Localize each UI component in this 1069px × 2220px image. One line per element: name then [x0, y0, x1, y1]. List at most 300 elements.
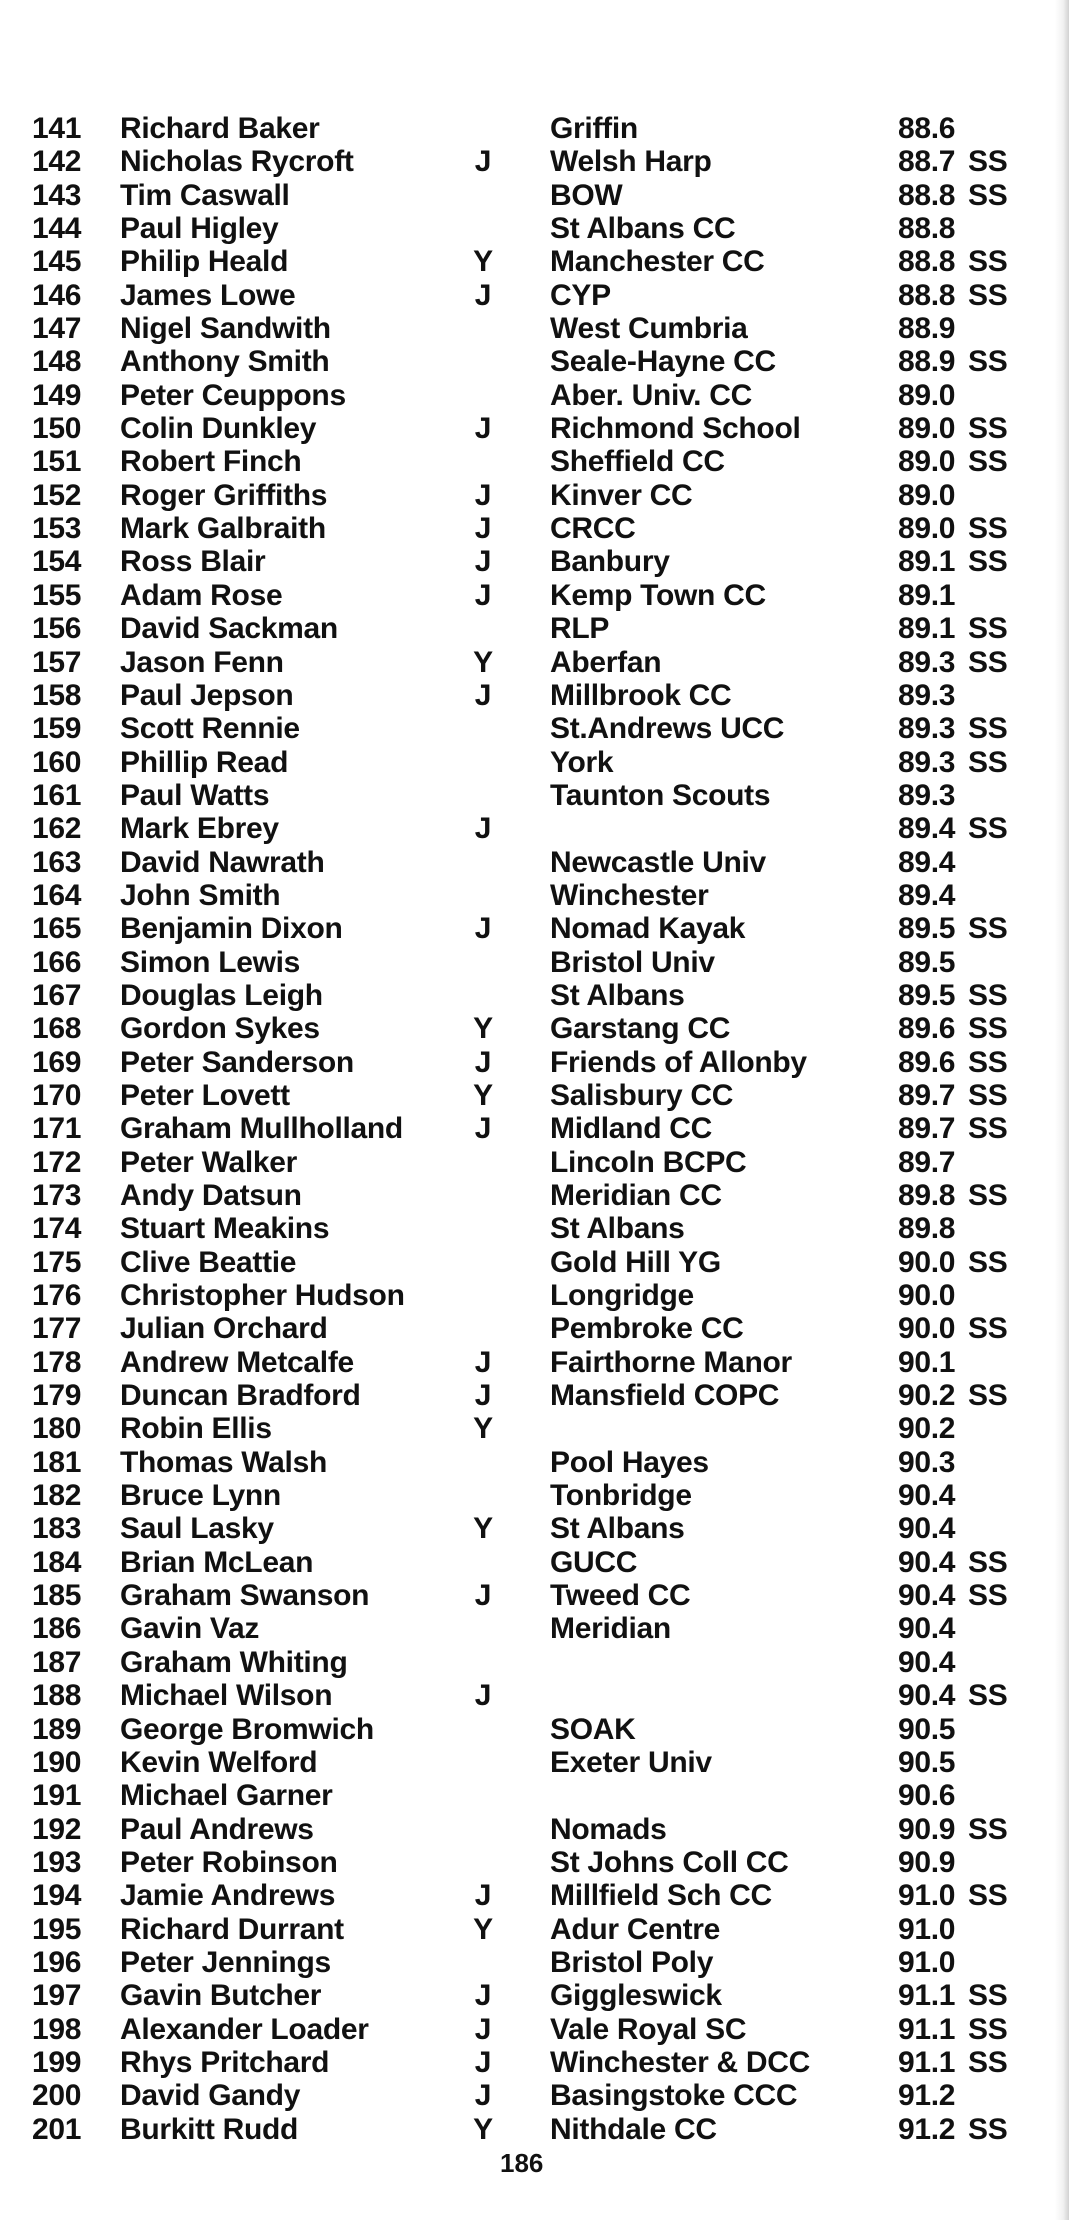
result-row [0, 746, 1069, 779]
club-name: Kinver CC [550, 478, 693, 512]
position-number: 200 [32, 2079, 82, 2113]
competitor-name: Peter Walker [120, 1145, 298, 1179]
result-time: 90.9 [898, 1812, 956, 1846]
age-category: J [474, 2079, 492, 2113]
result-row [0, 1813, 1069, 1846]
result-row [0, 679, 1069, 712]
ss-flag: SS [968, 1812, 1008, 1846]
result-time: 89.3 [898, 712, 956, 746]
club-name: St Johns Coll CC [550, 1845, 789, 1879]
competitor-name: Anthony Smith [120, 345, 330, 379]
club-name: Taunton Scouts [550, 778, 771, 812]
position-number: 167 [32, 978, 82, 1012]
result-time: 89.7 [898, 1145, 956, 1179]
position-number: 197 [32, 1979, 82, 2013]
result-time: 90.0 [898, 1245, 956, 1279]
result-row [0, 912, 1069, 945]
ss-flag: SS [968, 812, 1008, 846]
competitor-name: Phillip Read [120, 745, 289, 779]
age-category: J [474, 145, 492, 179]
result-row [0, 545, 1069, 578]
result-row [0, 1446, 1069, 1479]
club-name: Nithdale CC [550, 2112, 717, 2146]
result-row [0, 946, 1069, 979]
club-name: CYP [550, 278, 611, 312]
position-number: 146 [32, 278, 82, 312]
position-number: 181 [32, 1445, 82, 1479]
position-number: 196 [32, 1945, 82, 1979]
position-number: 191 [32, 1779, 82, 1813]
age-category: J [474, 1345, 492, 1379]
result-time: 90.4 [898, 1479, 956, 1513]
competitor-name: Simon Lewis [120, 945, 301, 979]
club-name: Friends of Allonby [550, 1045, 807, 1079]
position-number: 171 [32, 1112, 82, 1146]
club-name: Sheffield CC [550, 445, 725, 479]
club-name: Vale Royal SC [550, 2012, 747, 2046]
club-name: St Albans [550, 1512, 685, 1546]
club-name: Pembroke CC [550, 1312, 744, 1346]
club-name: York [550, 745, 614, 779]
position-number: 188 [32, 1679, 82, 1713]
result-row [0, 1246, 1069, 1279]
position-number: 189 [32, 1712, 82, 1746]
club-name: Garstang CC [550, 1012, 731, 1046]
competitor-name: David Sackman [120, 612, 338, 646]
position-number: 153 [32, 512, 82, 546]
competitor-name: Peter Lovett [120, 1078, 290, 1112]
club-name: Newcastle Univ [550, 845, 766, 879]
result-row [0, 612, 1069, 645]
age-category: Y [473, 645, 493, 679]
result-row [0, 1479, 1069, 1512]
result-row [0, 1979, 1069, 2012]
result-time: 90.4 [898, 1679, 956, 1713]
ss-flag: SS [968, 1245, 1008, 1279]
result-row [0, 379, 1069, 412]
competitor-name: Benjamin Dixon [120, 912, 343, 946]
age-category: J [474, 812, 492, 846]
position-number: 175 [32, 1245, 82, 1279]
club-name: Tonbridge [550, 1479, 692, 1513]
result-row [0, 245, 1069, 278]
result-time: 90.4 [898, 1545, 956, 1579]
club-name: Longridge [550, 1279, 694, 1313]
result-time: 90.6 [898, 1779, 956, 1813]
position-number: 180 [32, 1412, 82, 1446]
result-time: 90.3 [898, 1445, 956, 1479]
club-name: Gold Hill YG [550, 1245, 721, 1279]
result-row [0, 1212, 1069, 1245]
result-time: 89.5 [898, 945, 956, 979]
club-name: Lincoln BCPC [550, 1145, 747, 1179]
result-time: 88.8 [898, 212, 956, 246]
position-number: 198 [32, 2012, 82, 2046]
competitor-name: Douglas Leigh [120, 978, 323, 1012]
result-time: 89.0 [898, 512, 956, 546]
result-row [0, 1312, 1069, 1345]
result-row [0, 279, 1069, 312]
competitor-name: David Nawrath [120, 845, 325, 879]
result-time: 89.3 [898, 678, 956, 712]
position-number: 195 [32, 1912, 82, 1946]
position-number: 162 [32, 812, 82, 846]
result-time: 88.6 [898, 112, 956, 145]
result-time: 88.8 [898, 245, 956, 279]
position-number: 159 [32, 712, 82, 746]
competitor-name: Brian McLean [120, 1545, 314, 1579]
ss-flag: SS [968, 2012, 1008, 2046]
competitor-name: David Gandy [120, 2079, 301, 2113]
ss-flag: SS [968, 445, 1008, 479]
competitor-name: Richard Baker [120, 112, 320, 145]
position-number: 179 [32, 1379, 82, 1413]
position-number: 190 [32, 1745, 82, 1779]
club-name: Meridian CC [550, 1179, 722, 1212]
position-number: 199 [32, 2045, 82, 2079]
result-row [0, 1946, 1069, 1979]
competitor-name: Richard Durrant [120, 1912, 344, 1946]
position-number: 185 [32, 1579, 82, 1613]
club-name: Winchester & DCC [550, 2045, 810, 2079]
ss-flag: SS [968, 245, 1008, 279]
club-name: Kemp Town CC [550, 578, 766, 612]
result-time: 89.0 [898, 412, 956, 446]
result-time: 89.5 [898, 978, 956, 1012]
age-category: Y [473, 1512, 493, 1546]
result-row [0, 1779, 1069, 1812]
competitor-name: Philip Heald [120, 245, 289, 279]
ss-flag: SS [968, 1112, 1008, 1146]
result-row [0, 846, 1069, 879]
competitor-name: Christopher Hudson [120, 1279, 405, 1313]
club-name: Aber. Univ. CC [550, 378, 752, 412]
position-number: 145 [32, 245, 82, 279]
result-time: 90.4 [898, 1579, 956, 1613]
result-time: 91.2 [898, 2079, 956, 2113]
result-time: 91.0 [898, 1912, 956, 1946]
ss-flag: SS [968, 912, 1008, 946]
competitor-name: Robert Finch [120, 445, 302, 479]
result-row [0, 979, 1069, 1012]
result-time: 90.0 [898, 1312, 956, 1346]
result-time: 89.6 [898, 1012, 956, 1046]
age-category: J [474, 412, 492, 446]
ss-flag: SS [968, 545, 1008, 579]
position-number: 178 [32, 1345, 82, 1379]
competitor-name: Rhys Pritchard [120, 2045, 330, 2079]
result-time: 90.4 [898, 1645, 956, 1679]
age-category: Y [473, 245, 493, 279]
club-name: Griffin [550, 112, 638, 145]
competitor-name: Peter Robinson [120, 1845, 338, 1879]
page-number: 186 [500, 2148, 544, 2178]
age-category: Y [473, 1912, 493, 1946]
club-name: St Albans [550, 1212, 685, 1246]
result-row [0, 1012, 1069, 1045]
age-category: J [474, 2012, 492, 2046]
position-number: 151 [32, 445, 82, 479]
club-name: Mansfield COPC [550, 1379, 780, 1413]
result-time: 90.5 [898, 1745, 956, 1779]
result-row [0, 1913, 1069, 1946]
ss-flag: SS [968, 1179, 1008, 1212]
ss-flag: SS [968, 512, 1008, 546]
position-number: 156 [32, 612, 82, 646]
ss-flag: SS [968, 645, 1008, 679]
result-row [0, 1279, 1069, 1312]
competitor-name: Graham Mullholland [120, 1112, 403, 1146]
competitor-name: Gordon Sykes [120, 1012, 320, 1046]
result-time: 91.1 [898, 1979, 956, 2013]
ss-flag: SS [968, 1679, 1008, 1713]
result-time: 89.1 [898, 545, 956, 579]
ss-flag: SS [968, 1979, 1008, 2013]
result-row [0, 1379, 1069, 1412]
result-row [0, 812, 1069, 845]
club-name: Basingstoke CCC [550, 2079, 798, 2113]
club-name: Adur Centre [550, 1912, 721, 1946]
club-name: St.Andrews UCC [550, 712, 785, 746]
competitor-name: Andy Datsun [120, 1179, 302, 1212]
result-time: 89.4 [898, 812, 956, 846]
competitor-name: Mark Galbraith [120, 512, 326, 546]
position-number: 148 [32, 345, 82, 379]
competitor-name: Roger Griffiths [120, 478, 328, 512]
result-row [0, 646, 1069, 679]
ss-flag: SS [968, 978, 1008, 1012]
club-name: Salisbury CC [550, 1078, 734, 1112]
age-category: J [474, 1979, 492, 2013]
club-name: Giggleswick [550, 1979, 722, 2013]
competitor-name: Robin Ellis [120, 1412, 272, 1446]
result-row [0, 112, 1069, 145]
age-category: J [474, 1579, 492, 1613]
competitor-name: Jamie Andrews [120, 1879, 336, 1913]
position-number: 161 [32, 778, 82, 812]
competitor-name: Paul Andrews [120, 1812, 314, 1846]
result-row [0, 779, 1069, 812]
age-category: Y [473, 2112, 493, 2146]
position-number: 164 [32, 878, 82, 912]
position-number: 169 [32, 1045, 82, 1079]
position-number: 141 [32, 112, 82, 145]
age-category: J [474, 278, 492, 312]
club-name: Manchester CC [550, 245, 765, 279]
competitor-name: Gavin Vaz [120, 1612, 260, 1646]
result-time: 90.2 [898, 1379, 956, 1413]
competitor-name: Mark Ebrey [120, 812, 279, 846]
club-name: GUCC [550, 1545, 638, 1579]
age-category: J [474, 1112, 492, 1146]
result-time: 90.4 [898, 1612, 956, 1646]
result-row [0, 2046, 1069, 2079]
competitor-name: Paul Watts [120, 778, 270, 812]
age-category: J [474, 678, 492, 712]
result-row [0, 412, 1069, 445]
result-row [0, 1046, 1069, 1079]
ss-flag: SS [968, 145, 1008, 179]
ss-flag: SS [968, 278, 1008, 312]
club-name: Nomads [550, 1812, 667, 1846]
position-number: 172 [32, 1145, 82, 1179]
result-time: 89.8 [898, 1179, 956, 1212]
competitor-name: Graham Swanson [120, 1579, 370, 1613]
competitor-name: Andrew Metcalfe [120, 1345, 354, 1379]
competitor-name: Michael Wilson [120, 1679, 333, 1713]
result-time: 89.7 [898, 1078, 956, 1112]
result-row [0, 2079, 1069, 2112]
position-number: 152 [32, 478, 82, 512]
position-number: 194 [32, 1879, 82, 1913]
result-row [0, 1846, 1069, 1879]
club-name: St Albans CC [550, 212, 736, 246]
result-time: 90.2 [898, 1412, 956, 1446]
position-number: 155 [32, 578, 82, 612]
club-name: Welsh Harp [550, 145, 712, 179]
result-time: 89.1 [898, 578, 956, 612]
age-category: Y [473, 1012, 493, 1046]
age-category: J [474, 1379, 492, 1413]
club-name: BOW [550, 178, 623, 212]
position-number: 143 [32, 178, 82, 212]
club-name: Fairthorne Manor [550, 1345, 792, 1379]
position-number: 187 [32, 1645, 82, 1679]
age-category: Y [473, 1078, 493, 1112]
result-time: 89.4 [898, 845, 956, 879]
position-number: 177 [32, 1312, 82, 1346]
age-category: J [474, 578, 492, 612]
club-name: Winchester [550, 878, 709, 912]
ss-flag: SS [968, 612, 1008, 646]
result-time: 89.1 [898, 612, 956, 646]
club-name: RLP [550, 612, 610, 646]
result-row [0, 1079, 1069, 1112]
result-time: 91.0 [898, 1879, 956, 1913]
competitor-name: George Bromwich [120, 1712, 374, 1746]
result-row [0, 1346, 1069, 1379]
ss-flag: SS [968, 1545, 1008, 1579]
position-number: 174 [32, 1212, 82, 1246]
club-name: CRCC [550, 512, 636, 546]
result-row [0, 2013, 1069, 2046]
result-time: 90.0 [898, 1279, 956, 1313]
result-row [0, 345, 1069, 378]
result-row [0, 1112, 1069, 1145]
competitor-name: Colin Dunkley [120, 412, 317, 446]
club-name: Banbury [550, 545, 670, 579]
ss-flag: SS [968, 178, 1008, 212]
age-category: J [474, 512, 492, 546]
competitor-name: Burkitt Rudd [120, 2112, 299, 2146]
competitor-name: Scott Rennie [120, 712, 300, 746]
competitor-name: Nicholas Rycroft [120, 145, 354, 179]
competitor-name: Peter Jennings [120, 1945, 331, 1979]
club-name: Nomad Kayak [550, 912, 746, 946]
result-row [0, 712, 1069, 745]
competitor-name: Clive Beattie [120, 1245, 297, 1279]
result-row [0, 1612, 1069, 1645]
competitor-name: Adam Rose [120, 578, 283, 612]
competitor-name: Tim Caswall [120, 178, 290, 212]
position-number: 166 [32, 945, 82, 979]
result-time: 89.3 [898, 778, 956, 812]
result-time: 88.7 [898, 145, 956, 179]
result-row [0, 512, 1069, 545]
age-category: J [474, 545, 492, 579]
age-category: J [474, 2045, 492, 2079]
age-category: Y [473, 1412, 493, 1446]
result-time: 90.1 [898, 1345, 956, 1379]
result-row [0, 212, 1069, 245]
position-number: 150 [32, 412, 82, 446]
competitor-name: Stuart Meakins [120, 1212, 330, 1246]
club-name: West Cumbria [550, 312, 748, 346]
club-name: Bristol Univ [550, 945, 715, 979]
result-time: 89.0 [898, 445, 956, 479]
result-time: 90.4 [898, 1512, 956, 1546]
ss-flag: SS [968, 1579, 1008, 1613]
result-row [0, 1512, 1069, 1545]
club-name: Tweed CC [550, 1579, 691, 1613]
position-number: 147 [32, 312, 82, 346]
competitor-name: Gavin Butcher [120, 1979, 322, 2013]
competitor-name: Peter Ceuppons [120, 378, 346, 412]
result-time: 91.2 [898, 2112, 956, 2146]
result-row [0, 1146, 1069, 1179]
ss-flag: SS [968, 1045, 1008, 1079]
result-row [0, 2113, 1069, 2146]
competitor-name: James Lowe [120, 278, 296, 312]
competitor-name: Nigel Sandwith [120, 312, 331, 346]
page-edge-shadow [1055, 0, 1069, 2220]
ss-flag: SS [968, 2112, 1008, 2146]
result-row [0, 1879, 1069, 1912]
ss-flag: SS [968, 345, 1008, 379]
ss-flag: SS [968, 1078, 1008, 1112]
ss-flag: SS [968, 1312, 1008, 1346]
result-time: 91.1 [898, 2045, 956, 2079]
result-row [0, 179, 1069, 212]
position-number: 193 [32, 1845, 82, 1879]
competitor-name: Paul Jepson [120, 678, 294, 712]
age-category: J [474, 1045, 492, 1079]
position-number: 192 [32, 1812, 82, 1846]
club-name: Millfield Sch CC [550, 1879, 772, 1913]
competitor-name: Ross Blair [120, 545, 266, 579]
position-number: 142 [32, 145, 82, 179]
result-time: 88.9 [898, 312, 956, 346]
club-name: SOAK [550, 1712, 636, 1746]
position-number: 183 [32, 1512, 82, 1546]
result-row [0, 1679, 1069, 1712]
result-time: 89.0 [898, 378, 956, 412]
position-number: 186 [32, 1612, 82, 1646]
result-time: 91.0 [898, 1945, 956, 1979]
result-time: 88.9 [898, 345, 956, 379]
result-row [0, 1579, 1069, 1612]
ss-flag: SS [968, 1879, 1008, 1913]
age-category: J [474, 1879, 492, 1913]
club-name: Exeter Univ [550, 1745, 712, 1779]
result-time: 89.0 [898, 478, 956, 512]
competitor-name: Thomas Walsh [120, 1445, 327, 1479]
result-time: 90.5 [898, 1712, 956, 1746]
position-number: 144 [32, 212, 82, 246]
result-time: 89.5 [898, 912, 956, 946]
position-number: 170 [32, 1078, 82, 1112]
ss-flag: SS [968, 1379, 1008, 1413]
